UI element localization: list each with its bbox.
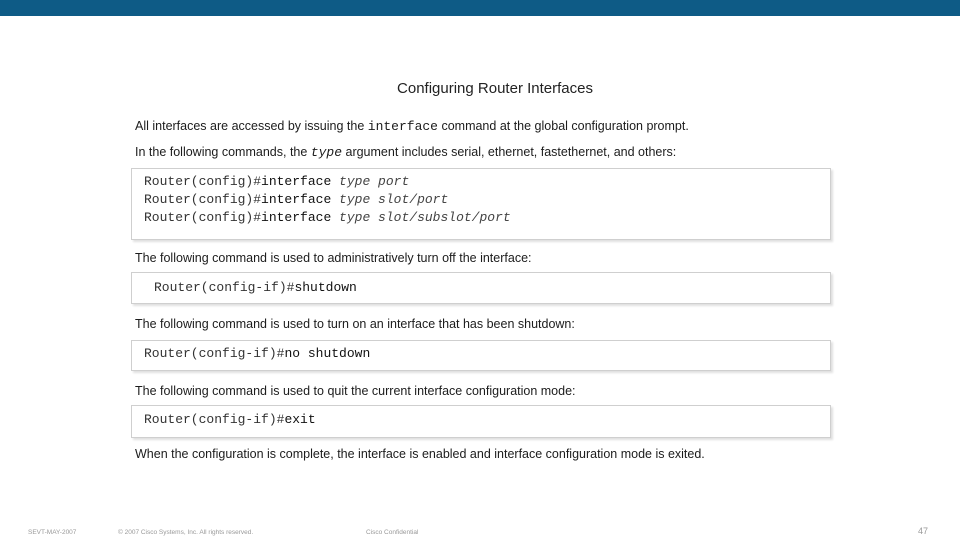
exit-description: The following command is used to quit the current interface configuration mode:: [135, 384, 576, 398]
code-command: interface: [261, 192, 332, 207]
intro-paragraph-2: [135, 145, 676, 160]
top-bar: [0, 0, 960, 16]
shutdown-command-box: [131, 272, 831, 304]
footer-session-id: SEVT-MAY-2007: [28, 529, 77, 536]
code-command: interface: [261, 210, 332, 225]
intro-1-text-a: All interfaces are accessed by issuing the: [135, 119, 368, 133]
code-args: type slot/subslot/port: [331, 210, 511, 225]
code-prompt: Router(config-if)#: [144, 346, 285, 361]
slide-title: Configuring Router Interfaces: [397, 80, 593, 97]
code-line-no-shutdown: [144, 345, 830, 363]
footer-page-number: 47: [918, 526, 929, 536]
code-prompt: Router(config)#: [144, 210, 262, 225]
interface-commands-box: [131, 168, 831, 240]
code-line-interface-subslot: [144, 209, 830, 227]
conclusion-paragraph: When the configuration is complete, the interface is enabled and interface configuration mode is exited.: [135, 447, 705, 461]
code-prompt: Router(config)#: [144, 174, 262, 189]
code-command: shutdown: [294, 280, 357, 295]
code-command: exit: [284, 412, 316, 427]
exit-command-box: [131, 405, 831, 438]
code-prompt: Router(config-if)#: [144, 412, 285, 427]
code-prompt: Router(config-if)#: [154, 280, 295, 295]
footer-copyright: © 2007 Cisco Systems, Inc. All rights reserved.: [118, 529, 254, 536]
intro-2-text-a: In the following commands, the: [135, 145, 311, 159]
code-line-shutdown: [154, 279, 830, 297]
no-shutdown-description: The following command is used to turn on an interface that has been shutdown:: [135, 317, 575, 331]
code-prompt: Router(config)#: [144, 192, 262, 207]
intro-2-text-b: argument includes serial, ethernet, fastethernet, and others:: [342, 145, 677, 159]
code-args: type port: [331, 174, 410, 189]
code-line-interface-slot-port: [144, 191, 830, 209]
code-command: no shutdown: [284, 346, 371, 361]
code-line-exit: [144, 411, 830, 429]
no-shutdown-command-box: [131, 340, 831, 371]
intro-1-code: interface: [367, 119, 438, 134]
footer-confidential: Cisco Confidential: [366, 529, 419, 536]
code-line-interface-port: [144, 173, 830, 191]
shutdown-description: The following command is used to administratively turn off the interface:: [135, 251, 532, 265]
intro-2-code: type: [310, 145, 343, 160]
intro-paragraph-1: [135, 119, 689, 134]
intro-1-text-b: command at the global configuration prompt.: [437, 119, 689, 133]
code-command: interface: [261, 174, 332, 189]
code-args: type slot/port: [331, 192, 449, 207]
